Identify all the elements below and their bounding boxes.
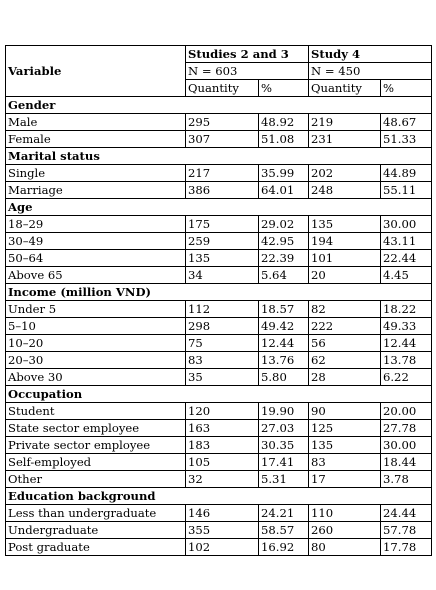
quantity-a-cell: 175 xyxy=(186,216,259,233)
quantity-a-cell: 307 xyxy=(186,131,259,148)
quantity-b-cell: 90 xyxy=(309,403,381,420)
group-row xyxy=(6,386,432,403)
quantity-a-cell: 259 xyxy=(186,233,259,250)
quantity-a-cell: 183 xyxy=(186,437,259,454)
percent-b-cell: 57.78 xyxy=(381,522,432,539)
table-row xyxy=(6,505,432,522)
percent-header-a: % xyxy=(259,80,309,97)
table-row xyxy=(6,369,432,386)
quantity-header-b: Quantity xyxy=(309,80,381,97)
percent-a-cell: 18.57 xyxy=(259,301,309,318)
quantity-b-cell: 125 xyxy=(309,420,381,437)
percent-a-cell: 12.44 xyxy=(259,335,309,352)
percent-a-cell: 5.31 xyxy=(259,471,309,488)
quantity-b-cell: 101 xyxy=(309,250,381,267)
group-row xyxy=(6,488,432,505)
row-label: 30–49 xyxy=(6,233,186,250)
table-row xyxy=(6,437,432,454)
group-row xyxy=(6,97,432,114)
percent-b-cell: 43.11 xyxy=(381,233,432,250)
row-label: State sector employee xyxy=(6,420,186,437)
percent-b-cell: 48.67 xyxy=(381,114,432,131)
table-row xyxy=(6,471,432,488)
study-a-header: Studies 2 and 3 xyxy=(186,46,309,63)
row-label: 10–20 xyxy=(6,335,186,352)
quantity-b-cell: 248 xyxy=(309,182,381,199)
group-title: Education background xyxy=(6,488,432,505)
percent-a-cell: 5.64 xyxy=(259,267,309,284)
table-row xyxy=(6,182,432,199)
quantity-b-cell: 17 xyxy=(309,471,381,488)
percent-b-cell: 24.44 xyxy=(381,505,432,522)
percent-b-cell: 55.11 xyxy=(381,182,432,199)
row-label: Female xyxy=(6,131,186,148)
row-label: 5–10 xyxy=(6,318,186,335)
table-row xyxy=(6,318,432,335)
table-row xyxy=(6,131,432,148)
quantity-b-cell: 260 xyxy=(309,522,381,539)
quantity-a-cell: 120 xyxy=(186,403,259,420)
quantity-b-cell: 202 xyxy=(309,165,381,182)
percent-b-cell: 3.78 xyxy=(381,471,432,488)
row-label: Undergraduate xyxy=(6,522,186,539)
percent-b-cell: 30.00 xyxy=(381,216,432,233)
group-row xyxy=(6,199,432,216)
percent-a-cell: 19.90 xyxy=(259,403,309,420)
quantity-b-cell: 83 xyxy=(309,454,381,471)
demographics-table-container xyxy=(5,45,432,556)
study-b-header: Study 4 xyxy=(309,46,432,63)
row-label: Post graduate xyxy=(6,539,186,556)
percent-a-cell: 48.92 xyxy=(259,114,309,131)
quantity-b-cell: 20 xyxy=(309,267,381,284)
table-row xyxy=(6,522,432,539)
quantity-b-cell: 28 xyxy=(309,369,381,386)
demographics-table xyxy=(5,45,432,556)
percent-b-cell: 49.33 xyxy=(381,318,432,335)
quantity-a-cell: 34 xyxy=(186,267,259,284)
quantity-a-cell: 146 xyxy=(186,505,259,522)
quantity-a-cell: 386 xyxy=(186,182,259,199)
percent-a-cell: 29.02 xyxy=(259,216,309,233)
quantity-b-cell: 110 xyxy=(309,505,381,522)
row-label: Student xyxy=(6,403,186,420)
header-row-study xyxy=(6,46,432,63)
percent-a-cell: 17.41 xyxy=(259,454,309,471)
quantity-b-cell: 135 xyxy=(309,437,381,454)
group-title: Income (million VND) xyxy=(6,284,432,301)
percent-b-cell: 30.00 xyxy=(381,437,432,454)
quantity-a-cell: 135 xyxy=(186,250,259,267)
quantity-a-cell: 35 xyxy=(186,369,259,386)
percent-a-cell: 16.92 xyxy=(259,539,309,556)
percent-a-cell: 30.35 xyxy=(259,437,309,454)
quantity-a-cell: 295 xyxy=(186,114,259,131)
percent-b-cell: 17.78 xyxy=(381,539,432,556)
quantity-b-cell: 222 xyxy=(309,318,381,335)
row-label: Male xyxy=(6,114,186,131)
variable-header: Variable xyxy=(6,46,186,97)
table-row xyxy=(6,301,432,318)
quantity-b-cell: 80 xyxy=(309,539,381,556)
quantity-a-cell: 32 xyxy=(186,471,259,488)
percent-b-cell: 13.78 xyxy=(381,352,432,369)
row-label: 50–64 xyxy=(6,250,186,267)
quantity-b-cell: 194 xyxy=(309,233,381,250)
quantity-a-cell: 217 xyxy=(186,165,259,182)
row-label: Self-employed xyxy=(6,454,186,471)
quantity-a-cell: 112 xyxy=(186,301,259,318)
table-row xyxy=(6,216,432,233)
row-label: 20–30 xyxy=(6,352,186,369)
table-row xyxy=(6,335,432,352)
percent-b-cell: 51.33 xyxy=(381,131,432,148)
row-label: Single xyxy=(6,165,186,182)
table-row xyxy=(6,250,432,267)
quantity-a-cell: 298 xyxy=(186,318,259,335)
study-a-n: N = 603 xyxy=(186,63,309,80)
group-title: Gender xyxy=(6,97,432,114)
quantity-a-cell: 105 xyxy=(186,454,259,471)
percent-a-cell: 24.21 xyxy=(259,505,309,522)
percent-a-cell: 22.39 xyxy=(259,250,309,267)
row-label: Other xyxy=(6,471,186,488)
quantity-b-cell: 56 xyxy=(309,335,381,352)
percent-a-cell: 51.08 xyxy=(259,131,309,148)
percent-b-cell: 12.44 xyxy=(381,335,432,352)
quantity-a-cell: 163 xyxy=(186,420,259,437)
quantity-header-a: Quantity xyxy=(186,80,259,97)
table-row xyxy=(6,233,432,250)
quantity-a-cell: 102 xyxy=(186,539,259,556)
percent-b-cell: 44.89 xyxy=(381,165,432,182)
row-label: Marriage xyxy=(6,182,186,199)
percent-a-cell: 27.03 xyxy=(259,420,309,437)
percent-a-cell: 58.57 xyxy=(259,522,309,539)
table-row xyxy=(6,403,432,420)
percent-a-cell: 5.80 xyxy=(259,369,309,386)
row-label: Under 5 xyxy=(6,301,186,318)
quantity-b-cell: 231 xyxy=(309,131,381,148)
percent-b-cell: 20.00 xyxy=(381,403,432,420)
percent-b-cell: 27.78 xyxy=(381,420,432,437)
table-row xyxy=(6,420,432,437)
table-row xyxy=(6,539,432,556)
percent-a-cell: 42.95 xyxy=(259,233,309,250)
percent-a-cell: 35.99 xyxy=(259,165,309,182)
row-label: Above 30 xyxy=(6,369,186,386)
table-row xyxy=(6,352,432,369)
table-row xyxy=(6,114,432,131)
table-row xyxy=(6,454,432,471)
percent-header-b: % xyxy=(381,80,432,97)
quantity-b-cell: 219 xyxy=(309,114,381,131)
percent-a-cell: 13.76 xyxy=(259,352,309,369)
study-b-n: N = 450 xyxy=(309,63,432,80)
percent-b-cell: 6.22 xyxy=(381,369,432,386)
quantity-b-cell: 82 xyxy=(309,301,381,318)
row-label: Private sector employee xyxy=(6,437,186,454)
quantity-a-cell: 83 xyxy=(186,352,259,369)
quantity-b-cell: 62 xyxy=(309,352,381,369)
percent-a-cell: 49.42 xyxy=(259,318,309,335)
percent-b-cell: 18.22 xyxy=(381,301,432,318)
group-title: Marital status xyxy=(6,148,432,165)
row-label: 18–29 xyxy=(6,216,186,233)
percent-a-cell: 64.01 xyxy=(259,182,309,199)
percent-b-cell: 18.44 xyxy=(381,454,432,471)
table-row xyxy=(6,165,432,182)
group-row xyxy=(6,284,432,301)
row-label: Less than undergraduate xyxy=(6,505,186,522)
quantity-a-cell: 75 xyxy=(186,335,259,352)
group-row xyxy=(6,148,432,165)
group-title: Age xyxy=(6,199,432,216)
table-row xyxy=(6,267,432,284)
row-label: Above 65 xyxy=(6,267,186,284)
percent-b-cell: 22.44 xyxy=(381,250,432,267)
percent-b-cell: 4.45 xyxy=(381,267,432,284)
group-title: Occupation xyxy=(6,386,432,403)
quantity-b-cell: 135 xyxy=(309,216,381,233)
quantity-a-cell: 355 xyxy=(186,522,259,539)
